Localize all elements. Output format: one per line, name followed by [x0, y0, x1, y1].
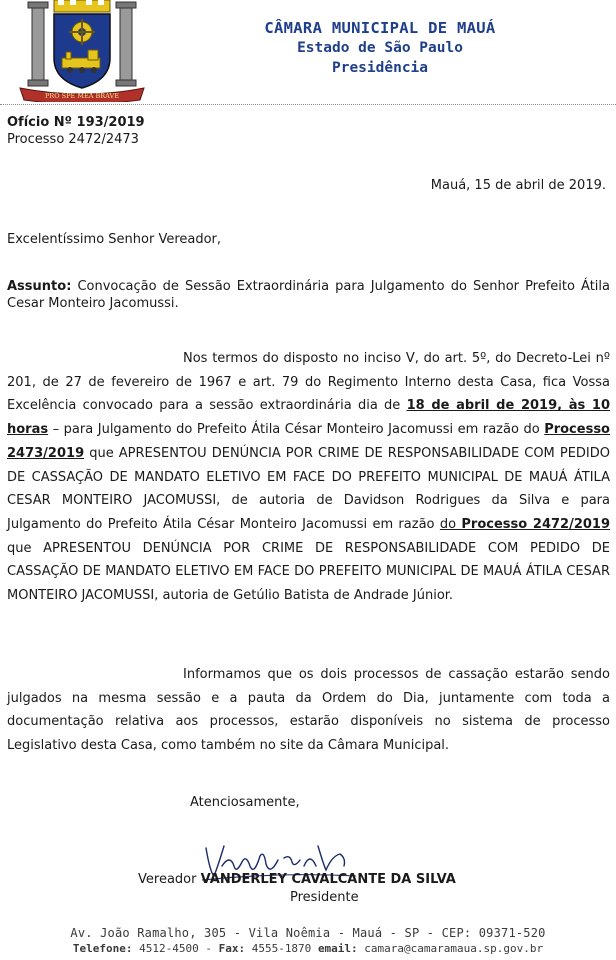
phone-label: Telefone:	[72, 942, 133, 955]
footer	[0, 926, 616, 956]
document-reference	[7, 114, 145, 148]
organization-name: CÂMARA MUNICIPAL DE MAUÁ	[264, 19, 496, 37]
closing: Atenciosamente,	[190, 795, 300, 810]
date-line: Mauá, 15 de abril de 2019.	[430, 178, 606, 193]
letterhead-text	[160, 18, 600, 78]
subject-text: Convocação de Sessão Extraordinária para Julgamento do Senhor Prefeito Átila Cesar Monteiro Jacomussi.	[7, 279, 610, 311]
session-date-time: 18 de abril de 2019, às 10 horas	[7, 398, 610, 438]
processo-number: Processo 2472/2473	[7, 132, 139, 147]
footer-contacts	[0, 941, 616, 956]
footer-address: Av. João Ramalho, 305 - Vila Noêmia - Mauá - SP - CEP: 09371-520	[70, 926, 546, 940]
letterhead	[0, 0, 616, 106]
email-label: email:	[317, 942, 358, 955]
salutation: Excelentíssimo Senhor Vereador,	[7, 232, 222, 247]
p1-text-c: que APRESENTOU DENÚNCIA POR CRIME DE RESPONSABILIDADE COM PEDIDO DE CASSAÇÃO DE MANDATO ELETIVO EM FACE DO PREFEITO MUNICIPAL DE MAUÁ ÁTILA CESAR MONTEIRO JACOMUSSI, de autoria de Davidson Rodrigues da Silva e para Julgamento do Prefeito Átila César Monteiro Jacomussi em razão	[7, 445, 610, 532]
phone-number: 4512-4500 -	[132, 942, 219, 955]
fax-number: 4555-1870	[245, 942, 318, 955]
signatory-name: VANDERLEY CAVALCANTE DA SILVA	[200, 872, 456, 887]
paragraph-convocation	[7, 347, 610, 608]
email-address[interactable]: camara@camaramaua.sp.gov.br	[357, 942, 544, 955]
subject-label: Assunto:	[7, 279, 72, 294]
municipal-coat-of-arms	[14, 0, 150, 102]
oficio-number: Ofício Nº 193/2019	[7, 115, 145, 130]
p1-text-a: Nos termos do disposto no inciso V, do art. 5º, do Decreto-Lei nº 201, de 27 de fevereiro de 1967 e art. 79 do Regimento Interno desta Casa, fica Vossa Excelência convocado para a sessão extraordinária dia de	[7, 351, 610, 414]
p1-text-d: que APRESENTOU DENÚNCIA POR CRIME DE RESPONSABILIDADE COM PEDIDO DE CASSAÇÃO DE MANDATO ELETIVO EM FACE DO PREFEITO MUNICIPAL DE MAUÁ ÁTILA CESAR MONTEIRO JACOMUSSI, autoria de Getúlio Batista de Andrade Júnior.	[7, 540, 610, 604]
p1-text-b: – para Julgamento do Prefeito Átila César Monteiro Jacomussi em razão do	[48, 422, 545, 438]
process-2473-ref: Processo 2473/2019	[7, 422, 610, 461]
subject-line	[7, 278, 610, 312]
office-name: Presidência	[331, 60, 429, 76]
paragraph-information: Informamos que os dois processos de cassação estarão sendo julgados na mesma sessão e a pauta da Ordem do Dia, juntamente com toda a documentação relativa aos processos, estarão disponíveis no sistema de processo Legislativo desta Casa, como também no site da Câmara Municipal.	[7, 667, 610, 754]
signatory-name-line	[138, 872, 456, 887]
signatory-prefix: Vereador	[138, 872, 201, 887]
state-name: Estado de São Paulo	[297, 40, 463, 56]
crest-banner-motto: PRO SPE MEA BRAVE	[45, 92, 119, 100]
signatory-role: Presidente	[290, 890, 359, 905]
p1-text-do: do	[439, 516, 457, 532]
fax-label: Fax:	[218, 942, 246, 955]
process-2472-ref: Processo 2472/2019	[461, 516, 611, 532]
header-divider	[0, 104, 616, 105]
